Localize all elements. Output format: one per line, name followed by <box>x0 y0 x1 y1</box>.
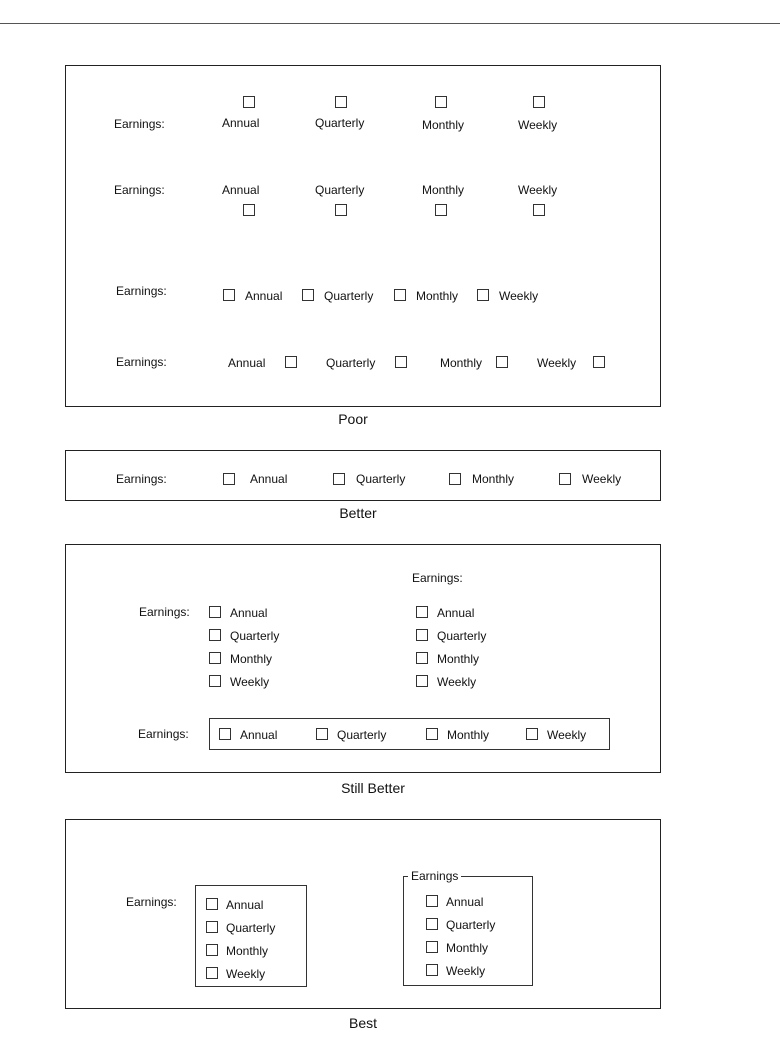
still-better-right-monthly-label: Monthly <box>437 652 480 666</box>
better-quarterly-checkbox[interactable] <box>333 473 345 485</box>
better-panel <box>65 450 661 501</box>
still-better-bottom-monthly-checkbox[interactable] <box>426 728 438 740</box>
still-better-right-weekly-label: Weekly <box>437 675 477 689</box>
still-better-bottom-label: Earnings: <box>138 727 189 741</box>
poor-row4-monthly-label: Monthly <box>440 356 483 370</box>
poor-row1-annual-label: Annual <box>222 116 260 130</box>
still-better-left-annual-label: Annual <box>230 606 268 620</box>
better-monthly-checkbox[interactable] <box>449 473 461 485</box>
best-caption: Best <box>348 1015 377 1031</box>
still-better-bottom-quarterly-label: Quarterly <box>337 728 387 742</box>
still-better-bottom-weekly-label: Weekly <box>547 728 587 742</box>
still-better-right-label: Earnings: <box>412 571 463 585</box>
best-left-annual-label: Annual <box>226 898 264 912</box>
still-better-left-weekly-checkbox[interactable] <box>209 675 221 687</box>
still-better-bottom-weekly-checkbox[interactable] <box>526 728 538 740</box>
still-better-right-weekly-checkbox[interactable] <box>416 675 428 687</box>
best-left-quarterly-checkbox[interactable] <box>206 921 218 933</box>
still-better-right-quarterly-label: Quarterly <box>437 629 487 643</box>
poor-row2-quarterly-label: Quarterly <box>315 183 365 197</box>
still-better-left-quarterly-checkbox[interactable] <box>209 629 221 641</box>
still-better-left-quarterly-label: Quarterly <box>230 629 280 643</box>
still-better-bottom-box <box>209 718 610 750</box>
still-better-caption: Still Better <box>341 780 405 796</box>
still-better-right-annual-label: Annual <box>437 606 475 620</box>
best-left-weekly-checkbox[interactable] <box>206 967 218 979</box>
best-left-monthly-checkbox[interactable] <box>206 944 218 956</box>
poor-row2-label: Earnings: <box>114 183 165 197</box>
poor-row3-monthly-checkbox[interactable] <box>394 289 406 301</box>
still-better-right-annual-checkbox[interactable] <box>416 606 428 618</box>
poor-row2-weekly-label: Weekly <box>518 183 558 197</box>
better-quarterly-label: Quarterly <box>356 472 406 486</box>
still-better-panel <box>65 544 661 773</box>
poor-panel <box>65 65 661 407</box>
poor-row2-annual-label: Annual <box>222 183 260 197</box>
poor-row2-weekly-checkbox[interactable] <box>533 204 545 216</box>
poor-row3-annual-label: Annual <box>245 289 283 303</box>
poor-row1-monthly-checkbox[interactable] <box>435 96 447 108</box>
poor-row3-quarterly-checkbox[interactable] <box>302 289 314 301</box>
poor-row4-weekly-checkbox[interactable] <box>593 356 605 368</box>
poor-row2-quarterly-checkbox[interactable] <box>335 204 347 216</box>
poor-row3-weekly-label: Weekly <box>499 289 539 303</box>
poor-row2-annual-checkbox[interactable] <box>243 204 255 216</box>
best-left-monthly-label: Monthly <box>226 944 269 958</box>
better-monthly-label: Monthly <box>472 472 515 486</box>
poor-row4-quarterly-checkbox[interactable] <box>395 356 407 368</box>
still-better-bottom-annual-checkbox[interactable] <box>219 728 231 740</box>
best-right-group-label: Earnings <box>408 869 461 883</box>
still-better-bottom-quarterly-checkbox[interactable] <box>316 728 328 740</box>
best-left-box <box>195 885 307 987</box>
poor-row4-annual-checkbox[interactable] <box>285 356 297 368</box>
best-right-monthly-label: Monthly <box>446 941 489 955</box>
best-right-quarterly-checkbox[interactable] <box>426 918 438 930</box>
poor-row3-monthly-label: Monthly <box>416 289 459 303</box>
best-panel <box>65 819 661 1009</box>
best-right-monthly-checkbox[interactable] <box>426 941 438 953</box>
best-left-label: Earnings: <box>126 895 177 909</box>
better-annual-label: Annual <box>250 472 288 486</box>
still-better-left-label: Earnings: <box>139 605 190 619</box>
better-annual-checkbox[interactable] <box>223 473 235 485</box>
poor-row1-label: Earnings: <box>114 117 165 131</box>
better-caption: Better <box>339 505 377 521</box>
still-better-right-monthly-checkbox[interactable] <box>416 652 428 664</box>
best-left-annual-checkbox[interactable] <box>206 898 218 910</box>
poor-row3-quarterly-label: Quarterly <box>324 289 374 303</box>
still-better-left-monthly-checkbox[interactable] <box>209 652 221 664</box>
still-better-left-weekly-label: Weekly <box>230 675 270 689</box>
poor-row2-monthly-label: Monthly <box>422 183 465 197</box>
poor-row4-monthly-checkbox[interactable] <box>496 356 508 368</box>
top-divider <box>0 23 780 24</box>
best-right-annual-label: Annual <box>446 895 484 909</box>
poor-row3-label: Earnings: <box>116 284 167 298</box>
better-row-label: Earnings: <box>116 472 167 486</box>
poor-row1-weekly-label: Weekly <box>518 118 558 132</box>
poor-row4-annual-label: Annual <box>228 356 266 370</box>
best-left-weekly-label: Weekly <box>226 967 266 981</box>
still-better-bottom-monthly-label: Monthly <box>447 728 490 742</box>
poor-row1-annual-checkbox[interactable] <box>243 96 255 108</box>
poor-row4-weekly-label: Weekly <box>537 356 577 370</box>
better-weekly-checkbox[interactable] <box>559 473 571 485</box>
poor-row4-quarterly-label: Quarterly <box>326 356 376 370</box>
still-better-right-quarterly-checkbox[interactable] <box>416 629 428 641</box>
best-right-groupbox <box>403 869 533 986</box>
better-weekly-label: Weekly <box>582 472 622 486</box>
poor-row4-label: Earnings: <box>116 355 167 369</box>
still-better-bottom-annual-label: Annual <box>240 728 278 742</box>
still-better-left-monthly-label: Monthly <box>230 652 273 666</box>
best-right-annual-checkbox[interactable] <box>426 895 438 907</box>
poor-row3-annual-checkbox[interactable] <box>223 289 235 301</box>
poor-row1-quarterly-checkbox[interactable] <box>335 96 347 108</box>
poor-caption: Poor <box>338 411 368 427</box>
poor-row1-monthly-label: Monthly <box>422 118 465 132</box>
poor-row2-monthly-checkbox[interactable] <box>435 204 447 216</box>
poor-row3-weekly-checkbox[interactable] <box>477 289 489 301</box>
best-left-quarterly-label: Quarterly <box>226 921 276 935</box>
poor-row1-quarterly-label: Quarterly <box>315 116 365 130</box>
poor-row1-weekly-checkbox[interactable] <box>533 96 545 108</box>
best-right-weekly-checkbox[interactable] <box>426 964 438 976</box>
still-better-left-annual-checkbox[interactable] <box>209 606 221 618</box>
best-right-quarterly-label: Quarterly <box>446 918 496 932</box>
best-right-weekly-label: Weekly <box>446 964 486 978</box>
